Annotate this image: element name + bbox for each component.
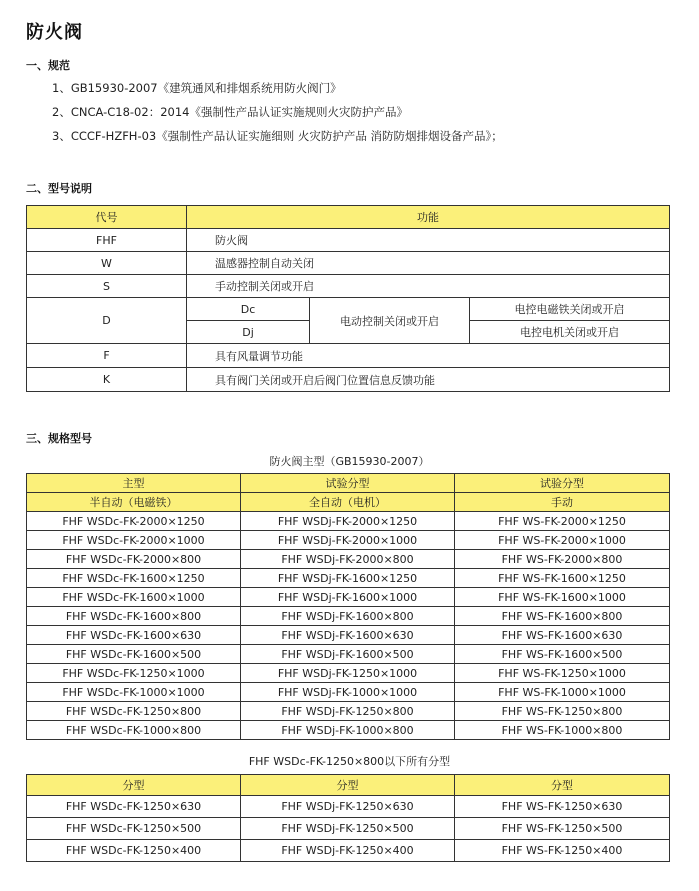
- model-cell: FHF WSDc-FK-1250×400: [27, 840, 241, 862]
- sub-code-cell: Dj: [187, 321, 310, 344]
- table-row: [27, 252, 670, 275]
- function-cell: 电动控制关闭或开启: [310, 298, 470, 344]
- model-cell: FHF WSDj-FK-2000×1250: [241, 512, 455, 531]
- header-cell: 分型: [455, 775, 670, 796]
- header-cell: 分型: [241, 775, 455, 796]
- code-cell: F: [27, 344, 187, 368]
- model-cell: FHF WS-FK-1250×500: [455, 818, 670, 840]
- table-row: [27, 275, 670, 298]
- model-cell: FHF WSDc-FK-1250×800: [27, 702, 241, 721]
- model-cell: FHF WSDj-FK-1250×800: [241, 702, 455, 721]
- section-heading-standards: 一、规范: [26, 59, 70, 72]
- model-cell: FHF WSDj-FK-1250×630: [241, 796, 455, 818]
- model-cell: FHF WS-FK-2000×800: [455, 550, 670, 569]
- model-cell: FHF WSDj-FK-1250×1000: [241, 664, 455, 683]
- header-cell: 手动: [455, 493, 670, 512]
- model-cell: FHF WS-FK-1000×800: [455, 721, 670, 740]
- function-cell: 手动控制关闭或开启: [187, 275, 670, 298]
- model-cell: FHF WSDj-FK-1600×630: [241, 626, 455, 645]
- header-cell: 全自动（电机）: [241, 493, 455, 512]
- sub-table-caption: FHF WSDc-FK-1250×800以下所有分型: [248, 755, 451, 768]
- spec-table-caption: 防火阀主型（GB15930-2007）: [269, 455, 430, 468]
- table-row: [27, 818, 670, 840]
- model-cell: FHF WS-FK-1250×630: [455, 796, 670, 818]
- standard-item: 3、CCCF-HZFH-03《强制性产品认证实施细则 火灾防护产品 消防防烟排烟设备产品》；: [52, 129, 503, 143]
- model-cell: FHF WSDj-FK-1600×1000: [241, 588, 455, 607]
- spec-table: [26, 473, 670, 740]
- model-cell: FHF WS-FK-1600×1250: [455, 569, 670, 588]
- table-row: [27, 840, 670, 862]
- model-cell: FHF WSDj-FK-1600×800: [241, 607, 455, 626]
- model-cell: FHF WS-FK-1600×1000: [455, 588, 670, 607]
- model-cell: FHF WSDj-FK-2000×800: [241, 550, 455, 569]
- table-row: [27, 344, 670, 368]
- table-row: [27, 588, 670, 607]
- model-cell: FHF WS-FK-1000×1000: [455, 683, 670, 702]
- section-heading-model: 二、型号说明: [26, 182, 92, 195]
- table-header-row: [27, 206, 670, 229]
- model-cell: FHF WSDc-FK-1600×1250: [27, 569, 241, 588]
- table-row: [27, 702, 670, 721]
- model-cell: FHF WSDc-FK-2000×1000: [27, 531, 241, 550]
- model-cell: FHF WS-FK-1250×800: [455, 702, 670, 721]
- model-cell: FHF WSDj-FK-1000×1000: [241, 683, 455, 702]
- function-detail-cell: 电控电机关闭或开启: [470, 321, 670, 344]
- model-cell: FHF WSDc-FK-1600×800: [27, 607, 241, 626]
- code-cell: FHF: [27, 229, 187, 252]
- code-cell: D: [27, 298, 187, 344]
- sub-type-table: [26, 774, 670, 862]
- table-row: [27, 683, 670, 702]
- table-row: [27, 626, 670, 645]
- model-cell: FHF WSDc-FK-1600×1000: [27, 588, 241, 607]
- model-cell: FHF WS-FK-1250×1000: [455, 664, 670, 683]
- table-row: [27, 607, 670, 626]
- header-cell: 分型: [27, 775, 241, 796]
- header-cell: 试验分型: [241, 474, 455, 493]
- model-cell: FHF WS-FK-1600×630: [455, 626, 670, 645]
- table-row: [27, 550, 670, 569]
- code-cell: K: [27, 368, 187, 392]
- model-cell: FHF WSDj-FK-1600×1250: [241, 569, 455, 588]
- standard-item: 2、CNCA-C18-02：2014《强制性产品认证实施规则火灾防护产品》: [52, 105, 408, 119]
- model-cell: FHF WSDc-FK-1000×800: [27, 721, 241, 740]
- code-cell: W: [27, 252, 187, 275]
- table-row: [27, 512, 670, 531]
- table-row: [27, 368, 670, 392]
- table-header-row: [27, 493, 670, 512]
- function-detail-cell: 电控电磁铁关闭或开启: [470, 298, 670, 321]
- table-header-row: [27, 775, 670, 796]
- header-cell: 半自动（电磁铁）: [27, 493, 241, 512]
- model-cell: FHF WSDc-FK-1250×500: [27, 818, 241, 840]
- model-code-table: [26, 205, 670, 392]
- model-cell: FHF WS-FK-1250×400: [455, 840, 670, 862]
- header-cell: 试验分型: [455, 474, 670, 493]
- model-cell: FHF WS-FK-2000×1000: [455, 531, 670, 550]
- header-cell: 主型: [27, 474, 241, 493]
- model-cell: FHF WSDj-FK-1000×800: [241, 721, 455, 740]
- table-row: [27, 229, 670, 252]
- table-row: [27, 298, 670, 321]
- function-cell: 防火阀: [187, 229, 670, 252]
- header-function: 功能: [187, 206, 670, 229]
- code-cell: S: [27, 275, 187, 298]
- model-cell: FHF WS-FK-1600×800: [455, 607, 670, 626]
- page-title: 防火阀: [26, 22, 83, 43]
- header-code: 代号: [27, 206, 187, 229]
- model-cell: FHF WSDj-FK-2000×1000: [241, 531, 455, 550]
- model-cell: FHF WSDc-FK-1250×1000: [27, 664, 241, 683]
- table-row: [27, 664, 670, 683]
- table-row: [27, 721, 670, 740]
- model-cell: FHF WSDc-FK-1000×1000: [27, 683, 241, 702]
- sub-code-cell: Dc: [187, 298, 310, 321]
- table-row: [27, 531, 670, 550]
- model-cell: FHF WSDc-FK-1250×630: [27, 796, 241, 818]
- table-header-row: [27, 474, 670, 493]
- table-row: [27, 645, 670, 664]
- standard-item: 1、GB15930-2007《建筑通风和排烟系统用防火阀门》: [52, 81, 342, 95]
- table-row: [27, 796, 670, 818]
- function-cell: 具有风量调节功能: [187, 344, 670, 368]
- model-cell: FHF WS-FK-2000×1250: [455, 512, 670, 531]
- model-cell: FHF WSDj-FK-1250×400: [241, 840, 455, 862]
- model-cell: FHF WSDc-FK-2000×800: [27, 550, 241, 569]
- model-cell: FHF WS-FK-1600×500: [455, 645, 670, 664]
- model-cell: FHF WSDc-FK-1600×500: [27, 645, 241, 664]
- table-row: [27, 569, 670, 588]
- model-cell: FHF WSDc-FK-2000×1250: [27, 512, 241, 531]
- model-cell: FHF WSDj-FK-1600×500: [241, 645, 455, 664]
- section-heading-spec: 三、规格型号: [26, 432, 92, 445]
- model-cell: FHF WSDc-FK-1600×630: [27, 626, 241, 645]
- function-cell: 具有阀门关闭或开启后阀门位置信息反馈功能: [187, 368, 670, 392]
- function-cell: 温感器控制自动关闭: [187, 252, 670, 275]
- model-cell: FHF WSDj-FK-1250×500: [241, 818, 455, 840]
